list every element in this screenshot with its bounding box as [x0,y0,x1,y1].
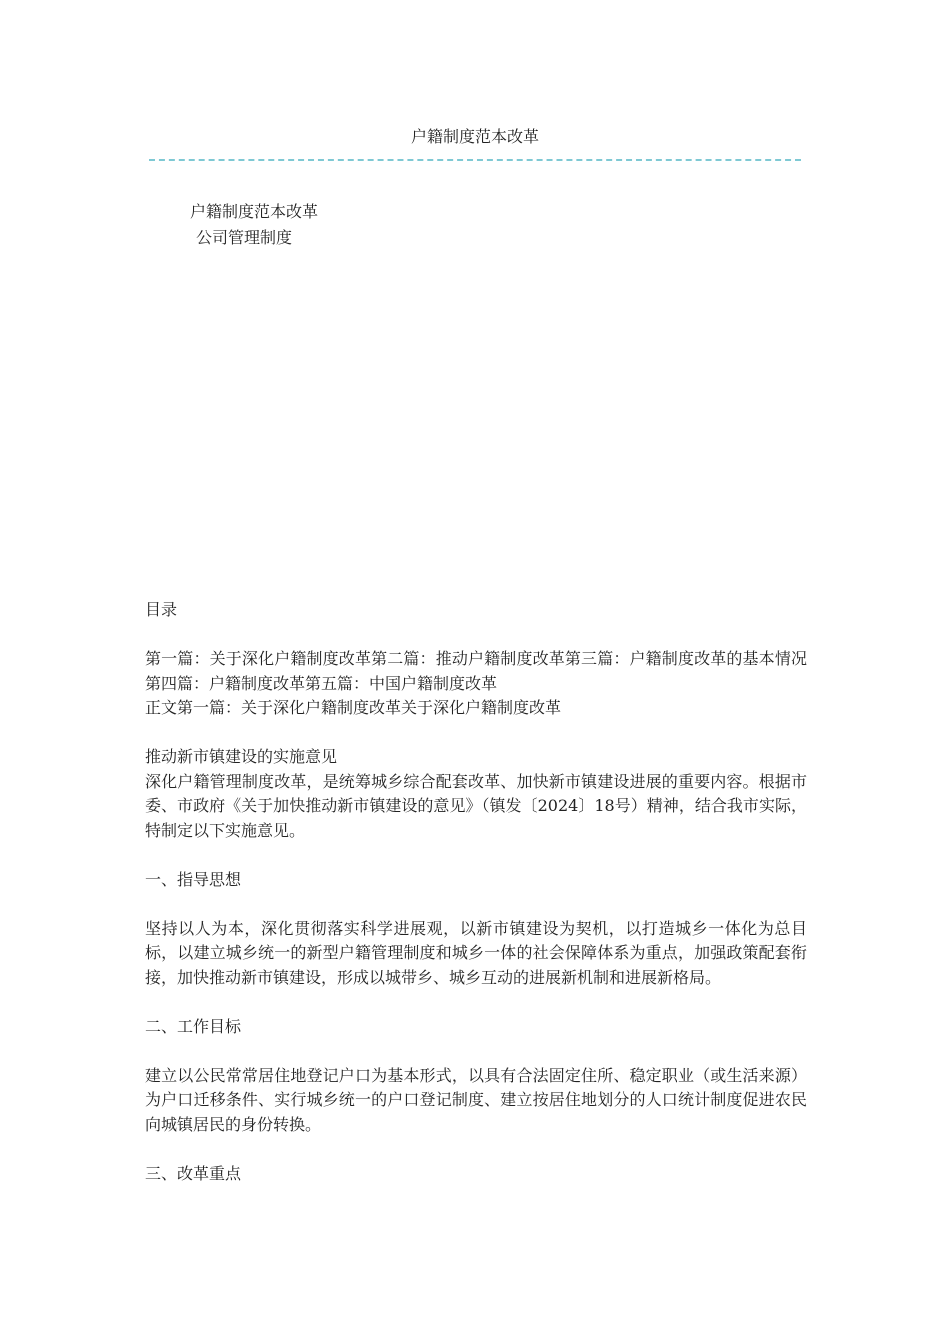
section-1-heading: 一、指导思想 [145,869,242,889]
paragraph-gap [145,1137,807,1162]
header-divider [149,159,801,161]
article-title: 推动新市镇建设的实施意见 [145,747,338,766]
article-intro: 深化户籍管理制度改革，是统筹城乡综合配套改革、加快新市镇建设进展的重要内容。根据市委、市政府《关于加快推动新市镇建设的意见》（镇发〔2024〕18号）精神，结合我市实际，特制定以下实施意见。 [145,771,807,840]
toc-heading: 目录 [145,600,178,619]
paragraph-gap [145,892,807,917]
toc-main-start: 正文第一篇：关于深化户籍制度改革关于深化户籍制度改革 [145,698,562,717]
section-3-heading: 三、改革重点 [145,1163,242,1183]
paragraph-gap [145,843,807,868]
document-body [145,598,807,1186]
cover-title: 户籍制度范本改革 [190,202,319,221]
paragraph-gap [145,721,807,746]
paragraph-gap [145,990,807,1015]
cover-subtitle: 公司管理制度 [196,228,293,247]
toc-entries: 第一篇：关于深化户籍制度改革第二篇：推动户籍制度改革第三篇：户籍制度改革的基本情况第四篇：户籍制度改革第五篇：中国户籍制度改革 [145,649,807,693]
page-header-title: 户籍制度范本改革 [410,127,539,146]
paragraph-gap [145,1039,807,1064]
section-2-body: 建立以公民常常居住地登记户口为基本形式，以具有合法固定住所、稳定职业（或生活来源）为户口迁移条件、实行城乡统一的户口登记制度、建立按居住地划分的人口统计制度促进农民向城镇居民的身份转换。 [145,1065,807,1134]
section-2-heading: 二、工作目标 [145,1016,242,1036]
paragraph-gap [145,623,807,648]
section-1-body: 坚持以人为本，深化贯彻落实科学进展观，以新市镇建设为契机，以打造城乡一体化为总目标，以建立城乡统一的新型户籍管理制度和城乡一体的社会保障体系为重点，加强政策配套衔接，加快推动新市镇建设，形成以城带乡、城乡互动的进展新机制和进展新格局。 [145,918,807,987]
